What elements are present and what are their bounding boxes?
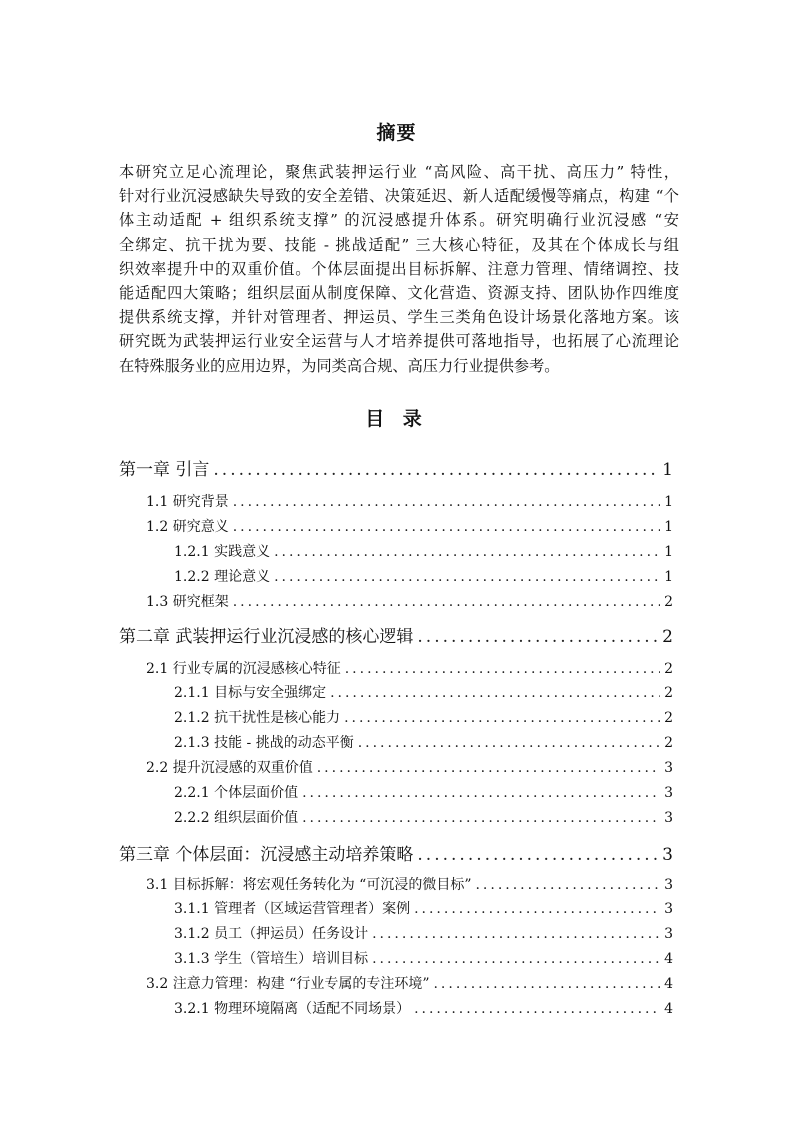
toc-leader-dots	[433, 976, 660, 992]
toc-entry-label: 1.3 研究框架	[146, 594, 229, 610]
abstract-line: 研究既为武装押运行业安全运营与人才培养提供可落地指导，也拓展了心流理论	[119, 332, 679, 351]
toc-entry-page: 4	[664, 976, 673, 992]
toc-entry-label: 2.1.2 抗干扰性是核心能力	[174, 710, 341, 726]
toc-entry[interactable]	[174, 566, 673, 586]
abstract-line: 能适配四大策略；组织层面从制度保障、文化营造、资源支持、团队协作四维度	[119, 283, 679, 302]
toc-entry-page: 3	[664, 810, 673, 826]
toc-entry-label: 3.1.3 学生（管培生）培训目标	[174, 951, 369, 967]
toc-entry[interactable]	[146, 757, 673, 777]
toc-entry-page: 2	[664, 594, 673, 610]
toc-entry[interactable]	[174, 948, 673, 968]
toc-entry-page: 4	[664, 951, 673, 967]
abstract-body	[119, 160, 679, 378]
toc-entry-label: 1.2.2 理论意义	[174, 569, 271, 585]
toc-entry-label: 2.1.1 目标与安全强绑定	[174, 685, 327, 701]
toc-entry-label: 2.1.3 技能 - 挑战的动态平衡	[174, 735, 354, 751]
toc-leader-dots	[330, 685, 660, 701]
toc-entry-label: 3.1 目标拆解：将宏观任务转化为 “可沉浸的微目标”	[146, 877, 472, 893]
toc-entry-label: 1.1 研究背景	[146, 494, 229, 510]
toc-entry-label: 2.1 行业专属的沉浸感核心特征	[146, 661, 341, 677]
toc-entry-label: 第二章 武装押运行业沉浸感的核心逻辑	[119, 627, 414, 647]
abstract-line: 织效率提升中的双重价值。个体层面提出目标拆解、注意力管理、情绪调控、技	[119, 259, 679, 278]
toc-entry-label: 1.2.1 实践意义	[174, 544, 271, 560]
toc-entry-page: 3	[664, 877, 673, 893]
toc-entry[interactable]	[146, 874, 673, 894]
toc-entry-page: 1	[664, 519, 673, 535]
toc-entry-page: 1	[662, 460, 673, 480]
toc-entry[interactable]	[174, 923, 673, 943]
toc-entry[interactable]	[146, 591, 673, 611]
toc-leader-dots	[414, 1001, 660, 1017]
toc-leader-dots	[274, 569, 660, 585]
toc-entry-label: 3.1.1 管理者（区域运营管理者）案例	[174, 901, 411, 917]
toc-entry-label: 3.2 注意力管理：构建 “行业专属的专注环境”	[146, 976, 430, 992]
abstract-line: 全绑定、抗干扰为要、技能 - 挑战适配” 三大核心特征，及其在个体成长与组	[119, 235, 679, 254]
toc-entry-label: 3.1.2 员工（押运员）任务设计	[174, 926, 369, 942]
toc-entry-page: 3	[664, 785, 673, 801]
toc-entry-label: 1.2 研究意义	[146, 519, 229, 535]
toc-entry[interactable]	[146, 973, 673, 993]
toc-entry[interactable]	[146, 491, 673, 511]
abstract-line: 本研究立足心流理论，聚焦武装押运行业 “高风险、高干扰、高压力” 特性，	[119, 163, 679, 181]
toc-entry-page: 1	[664, 544, 673, 560]
toc-entry[interactable]	[119, 455, 673, 480]
toc-entry[interactable]	[174, 807, 673, 827]
toc-entry[interactable]	[174, 998, 673, 1018]
toc-leader-dots	[302, 810, 660, 826]
toc-entry-label: 第一章 引言	[119, 460, 210, 480]
abstract-line: 针对行业沉浸感缺失导致的安全差错、决策延迟、新人适配缓慢等痛点，构建 “个	[119, 187, 679, 206]
toc-entry-page: 4	[664, 1001, 673, 1017]
toc-entry[interactable]	[174, 682, 673, 702]
toc-title: 目 录	[365, 408, 428, 430]
toc-entry-label: 2.2 提升沉浸感的双重价值	[146, 760, 313, 776]
toc-leader-dots	[274, 544, 660, 560]
toc-entry-page: 3	[664, 926, 673, 942]
toc-leader-dots	[414, 901, 660, 917]
toc-entry[interactable]	[146, 658, 673, 678]
toc-entry-page: 2	[662, 627, 673, 647]
abstract-line: 体主动适配 + 组织系统支撑” 的沉浸感提升体系。研究明确行业沉浸感 “安	[119, 211, 679, 230]
toc-entry-page: 2	[664, 710, 673, 726]
abstract-title: 摘要	[376, 122, 417, 144]
toc-leader-dots	[344, 710, 660, 726]
abstract-line: 提供系统支撑，并针对管理者、押运员、学生三类角色设计场景化落地方案。该	[119, 308, 679, 327]
toc-entry-page: 3	[664, 760, 673, 776]
toc-leader-dots	[233, 519, 660, 535]
toc-entry-page: 1	[664, 494, 673, 510]
toc-leader-dots	[345, 661, 660, 677]
toc-entry-label: 3.2.1 物理环境隔离（适配不同场景）	[174, 1001, 411, 1017]
toc-leader-dots	[372, 926, 660, 942]
toc-leader-dots	[358, 735, 660, 751]
abstract-line: 在特殊服务业的应用边界，为同类高合规、高压力行业提供参考。	[119, 356, 560, 375]
toc-entry-page: 2	[664, 685, 673, 701]
toc-entry-page: 1	[664, 569, 673, 585]
toc-entry-label: 第三章 个体层面：沉浸感主动培养策略	[119, 845, 414, 865]
toc-leader-dots	[302, 785, 660, 801]
toc-leader-dots	[475, 877, 660, 893]
toc-entry[interactable]	[174, 782, 673, 802]
toc-entry-label: 2.2.1 个体层面价值	[174, 785, 299, 801]
toc-entry[interactable]	[146, 516, 673, 536]
toc-leader-dots	[417, 845, 658, 865]
toc-leader-dots	[233, 494, 660, 510]
toc-leader-dots	[233, 594, 660, 610]
toc-entry-page: 2	[664, 661, 673, 677]
toc-leader-dots	[213, 460, 658, 480]
toc-leader-dots	[372, 951, 660, 967]
toc-entry[interactable]	[174, 898, 673, 918]
toc-entry-page: 2	[664, 735, 673, 751]
toc-entry[interactable]	[174, 707, 673, 727]
toc-entry[interactable]	[174, 732, 673, 752]
toc-entry[interactable]	[119, 840, 673, 865]
toc-leader-dots	[317, 760, 660, 776]
toc-entry[interactable]	[119, 622, 673, 647]
toc-entry-page: 3	[664, 901, 673, 917]
toc-entry-page: 3	[662, 845, 673, 865]
toc-leader-dots	[417, 627, 658, 647]
toc-entry[interactable]	[174, 541, 673, 561]
toc-entry-label: 2.2.2 组织层面价值	[174, 810, 299, 826]
